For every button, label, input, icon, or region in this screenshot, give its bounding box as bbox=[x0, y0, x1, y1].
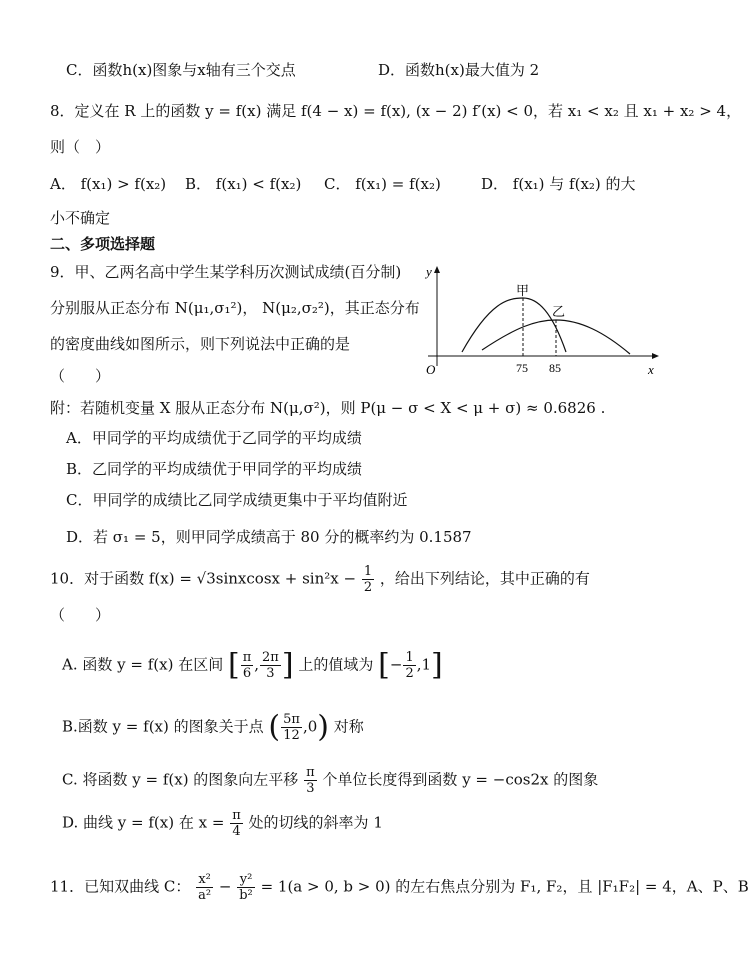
q9-option-c: C．甲同学的成绩比乙同学成绩更集中于平均值附近 bbox=[66, 491, 408, 509]
q11-frac-y-den: b² bbox=[239, 888, 253, 903]
q10-c-num: π bbox=[306, 765, 315, 780]
q9-note: 附：若随机变量 X 服从正态分布 N(μ,σ²)，则 P(μ − σ < X < μ + σ) ≈ 0.6826 . bbox=[50, 399, 606, 417]
curve-label-yi: 乙 bbox=[552, 304, 566, 319]
q11-pre: 11．已知双曲线 C： bbox=[50, 877, 191, 896]
y-axis-label: y bbox=[426, 264, 432, 279]
q8-stem: 8．定义在 R 上的函数 y = f(x) 满足 f(4 − x) = f(x), (x − 2) f′(x) < 0，若 x₁ < x₂ 且 x₁ + x₂ > 4， bbox=[50, 102, 742, 120]
q10-stem-pre: 10．对于函数 f(x) = √3sinxcosx + sin²x − bbox=[50, 569, 357, 588]
curve-jia bbox=[462, 298, 566, 352]
q10-a-left-den: 6 bbox=[242, 666, 252, 681]
q7-option-d: D．函数h(x)最大值为 2 bbox=[378, 61, 540, 79]
x-axis-arrow bbox=[652, 353, 659, 359]
q10-d-pre: D. 曲线 y = f(x) 在 x = bbox=[62, 813, 225, 832]
q10-b-den: 12 bbox=[283, 728, 300, 743]
q9-paren: （ ） bbox=[50, 367, 111, 385]
q11-post: = 1(a > 0, b > 0) 的左右焦点分别为 F₁, F₂，且 |F₁F₂| = 4，A、P、B bbox=[260, 877, 749, 896]
q9-stem-line1: 9．甲、乙两名高中学生某学科历次测试成绩(百分制) bbox=[50, 263, 402, 281]
q10-c-pre: C. 将函数 y = f(x) 的图象向左平移 bbox=[62, 770, 299, 789]
q10-frac-num: 1 bbox=[363, 564, 373, 579]
q9-option-a: A．甲同学的平均成绩优于乙同学的平均成绩 bbox=[66, 429, 362, 447]
q8-option-a: A． f(x₁) > f(x₂) bbox=[50, 175, 167, 193]
q10-b-frac bbox=[281, 712, 302, 743]
q10-a-bracket-close: ] bbox=[281, 647, 294, 683]
q10-a-mid: 上的值域为 bbox=[298, 655, 374, 674]
q11-minus: − bbox=[218, 877, 232, 896]
q10-b-post: 对称 bbox=[333, 717, 364, 736]
q10-stem-post: ，给出下列结论，其中正确的有 bbox=[379, 569, 590, 588]
q10-a-range-open: [ bbox=[378, 647, 390, 683]
q10-a-right-frac bbox=[260, 650, 281, 681]
q11-frac-y-num: y² bbox=[237, 872, 255, 888]
q8-option-c: C． f(x₁) = f(x₂) bbox=[324, 175, 441, 193]
q8-option-d-cont: 小不确定 bbox=[50, 209, 111, 227]
normal-density-figure bbox=[420, 262, 660, 382]
q8-option-d: D． f(x₁) 与 f(x₂) 的大 bbox=[481, 175, 636, 193]
q10-option-b: B.函数 y = f(x) 的图象关于点 ( $\frac{5\pi}{12}$ ,0) 对称 bbox=[62, 709, 364, 745]
q10-a-bracket-open: [ bbox=[227, 647, 240, 683]
q11-stem bbox=[50, 872, 749, 903]
q10-a-left-frac bbox=[241, 650, 254, 681]
q8-option-b: B． f(x₁) < f(x₂) bbox=[185, 175, 302, 193]
q10-a-range-num: 1 bbox=[405, 650, 414, 665]
q10-a-right-den: 3 bbox=[266, 666, 275, 681]
x-axis-label: x bbox=[648, 362, 654, 377]
q10-c-post: 个单位长度得到函数 y = −cos2x 的图象 bbox=[322, 770, 599, 789]
q9-option-d: D．若 σ₁ = 5，则甲同学成绩高于 80 分的概率约为 0.1587 bbox=[66, 528, 472, 546]
q10-option-d bbox=[62, 808, 383, 839]
curve-label-jia: 甲 bbox=[516, 283, 530, 298]
q11-frac-y bbox=[237, 872, 255, 903]
tick-label-75: 75 bbox=[516, 361, 528, 375]
q10-d-frac bbox=[230, 808, 243, 839]
tick-label-85: 85 bbox=[549, 361, 561, 375]
q10-option-c bbox=[62, 765, 598, 796]
q10-a-left-num: π bbox=[242, 650, 252, 665]
q10-d-num: π bbox=[232, 808, 241, 823]
q11-frac-x bbox=[196, 872, 213, 903]
q10-b-num: 5π bbox=[283, 712, 300, 727]
q10-a-range-end: ,1 bbox=[416, 655, 432, 674]
q9-option-b: B．乙同学的平均成绩优于甲同学的平均成绩 bbox=[66, 460, 363, 478]
q10-d-post: 处的切线的斜率为 1 bbox=[248, 813, 383, 832]
q11-frac-x-den: a² bbox=[198, 888, 212, 903]
q8-stem-cont: 则（ ） bbox=[50, 138, 111, 156]
q9-stem-line2: 分别服从正态分布 N(μ₁,σ₁²)， N(μ₂,σ₂²)，其正态分布 bbox=[50, 299, 420, 317]
q7-option-c: C．函数h(x)图象与x轴有三个交点 bbox=[66, 61, 296, 79]
q10-stem-fraction bbox=[362, 564, 374, 595]
q9-stem-line3: 的密度曲线如图所示，则下列说法中正确的是 bbox=[50, 335, 351, 353]
y-axis-arrow bbox=[434, 266, 440, 273]
q10-b-paren-close: ) bbox=[317, 709, 329, 745]
q11-frac-x-num: x² bbox=[196, 872, 213, 888]
q10-frac-den: 2 bbox=[363, 580, 373, 595]
q10-a-range-close: ] bbox=[431, 647, 443, 683]
q10-b-paren-open: ( bbox=[268, 709, 281, 745]
q10-a-range-den: 2 bbox=[405, 666, 414, 681]
section-heading: 二、多项选择题 bbox=[50, 235, 156, 253]
q10-c-den: 3 bbox=[306, 781, 315, 796]
q10-b-pre: B.函数 y = f(x) 的图象关于点 bbox=[62, 717, 264, 736]
q10-option-a: A. 函数 y = f(x) 在区间 [ $\frac{\pi}{6}$ , $\frac{2\pi}{3}$ ] 上的值域为 [− $\frac{1}{2}$ ,1] bbox=[62, 647, 443, 683]
q10-stem bbox=[50, 564, 590, 595]
q10-paren: （ ） bbox=[50, 606, 111, 624]
q10-a-range-frac bbox=[403, 650, 415, 681]
q10-c-frac bbox=[304, 765, 317, 796]
q10-a-pre: A. 函数 y = f(x) 在区间 bbox=[62, 655, 224, 674]
q10-d-den: 4 bbox=[232, 824, 241, 839]
q10-a-right-num: 2π bbox=[262, 650, 279, 665]
origin-label: O bbox=[426, 362, 436, 377]
